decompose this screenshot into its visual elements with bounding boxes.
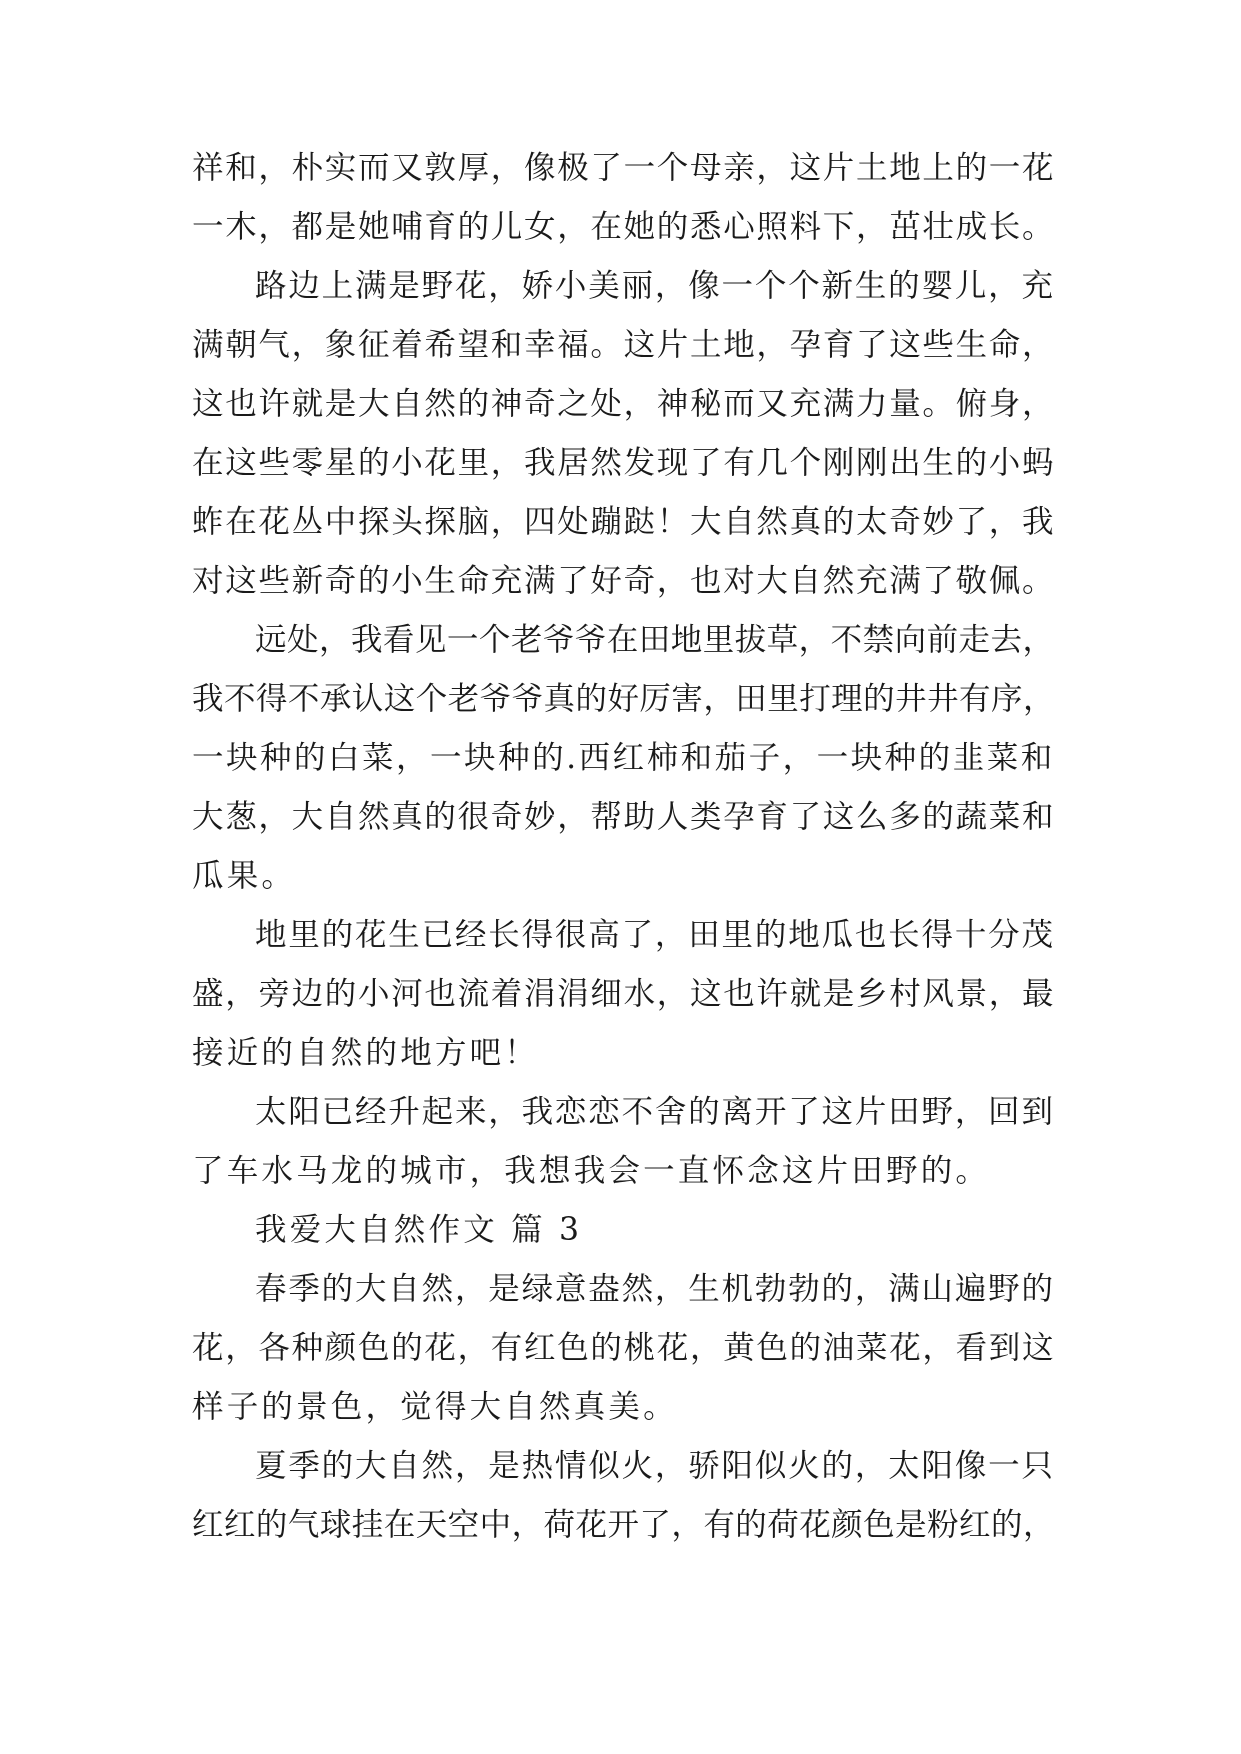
- text-line: 红红的气球挂在天空中，荷花开了，有的荷花颜色是粉红的，: [192, 1507, 1055, 1543]
- text-line: 这也许就是大自然的神奇之处，神秘而又充满力量。俯身，: [192, 386, 1056, 422]
- text-line: 对这些新奇的小生命充满了好奇，也对大自然充满了敬佩。: [192, 563, 1056, 599]
- text-line: 一木，都是她哺育的儿女，在她的悉心照料下，茁壮成长。: [192, 209, 1056, 245]
- text-line: 瓜果。: [192, 858, 297, 894]
- text-line: 盛，旁边的小河也流着涓涓细水，这也许就是乡村风景，最: [192, 976, 1056, 1012]
- text-line: 一块种的白菜，一块种的.西红柿和茄子，一块种的韭菜和: [192, 740, 1055, 776]
- paragraph-start-line: 太阳已经升起来，我恋恋不舍的离开了这片田野，回到: [255, 1094, 1055, 1130]
- paragraph-start-line: 夏季的大自然，是热情似火，骄阳似火的，太阳像一只: [255, 1448, 1055, 1484]
- text-line: 满朝气，象征着希望和幸福。这片土地，孕育了这些生命，: [192, 327, 1056, 363]
- text-line: 在这些零星的小花里，我居然发现了有几个刚刚出生的小蚂: [192, 445, 1056, 481]
- text-line: 了车水马龙的城市，我想我会一直怀念这片田野的。: [192, 1153, 991, 1189]
- paragraph-start-line: 春季的大自然，是绿意盎然，生机勃勃的，满山遍野的: [255, 1271, 1055, 1307]
- paragraph-start-line: 地里的花生已经长得很高了，田里的地瓜也长得十分茂: [255, 917, 1055, 953]
- text-line: 样子的景色，觉得大自然真美。: [192, 1389, 678, 1425]
- paragraph-start-line: 远处，我看见一个老爷爷在田地里拔草，不禁向前走去，: [255, 622, 1055, 658]
- section-heading: 我爱大自然作文 篇 3: [255, 1212, 583, 1248]
- text-line: 接近的自然的地方吧！: [192, 1035, 540, 1071]
- text-line: 祥和，朴实而又敦厚，像极了一个母亲，这片土地上的一花: [192, 150, 1056, 186]
- text-line: 花，各种颜色的花，有红色的桃花，黄色的油菜花，看到这: [192, 1330, 1056, 1366]
- text-line: 我不得不承认这个老爷爷真的好厉害，田里打理的井井有序，: [192, 681, 1055, 717]
- text-line: 大葱，大自然真的很奇妙，帮助人类孕育了这么多的蔬菜和: [192, 799, 1056, 835]
- text-line: 蚱在花丛中探头探脑，四处蹦跶！大自然真的太奇妙了，我: [192, 504, 1056, 540]
- paragraph-start-line: 路边上满是野花，娇小美丽，像一个个新生的婴儿，充: [255, 268, 1055, 304]
